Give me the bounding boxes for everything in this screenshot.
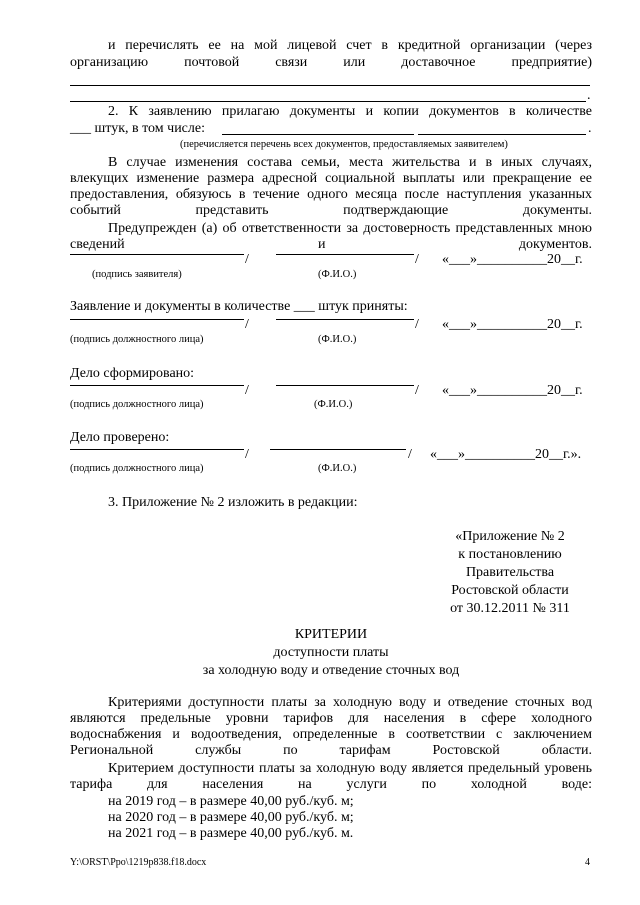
water-criterion-paragraph — [70, 761, 592, 793]
appendix-ref-line: Правительства — [465, 565, 555, 580]
appendix-ref-line: к постановлению — [458, 547, 562, 562]
sign-label: (подпись заявителя) — [92, 269, 182, 280]
tariff-item: на 2021 год – в размере 40,00 руб./куб. м. — [108, 826, 354, 841]
warned-text: Предупрежден (а) об ответственности за достоверность представленных мною сведений и документов. — [70, 221, 592, 252]
date-field: «___»__________20__г. — [442, 252, 583, 267]
intro-line-1: и перечислять ее на мой лицевой счет в кредитной организации (через — [108, 38, 592, 53]
fio-label: (Ф.И.О.) — [314, 399, 353, 410]
signature-row: / / «___»__________20__г.». — [70, 447, 594, 463]
item2-line-2: ___ штук, в том числе: — [70, 121, 205, 136]
page-subtitle: доступности платы — [273, 645, 389, 660]
date-field: «___»__________20__г. — [442, 383, 583, 398]
documents-list-line — [418, 134, 586, 135]
footer-file-path: Y:\ORST\Ppo\1219p838.f18.docx — [70, 857, 207, 868]
block-heading: Заявление и документы в количестве ___ штук приняты: — [70, 299, 408, 314]
criteria-text: Критериями доступности платы за холодную воду и отведение сточных вод являются предельные уровни тарифов для населения в сфере холодного водоснабжения и водоотведения, определенные в соответствии с заключением Региональной службы по тарифам Ростовской области. — [70, 695, 592, 758]
date-field: «___»__________20__г.». — [430, 447, 582, 462]
sign-label: (подпись должностного лица) — [70, 334, 204, 345]
page-number: 4 — [585, 857, 590, 868]
tariff-item: на 2019 год – в размере 40,00 руб./куб. м; — [108, 794, 354, 809]
obligation-text: В случае изменения состава семьи, места жительства и в иных случаях, влекущих изменение размера адресной социальной выплаты или прекращение ее предоставления, обязуюсь в течение одного месяца после наступления указанных событий представить подтверждающие документы. — [70, 155, 592, 218]
appendix-ref-line: от 30.12.2011 № 311 — [450, 601, 570, 616]
item2-line-1: 2. К заявлению прилагаю документы и копии документов в количестве — [108, 104, 592, 119]
water-criterion-text: Критерием доступности платы за холодную воду является предельный уровень тарифа для населения на услуги по холодной воде: — [70, 761, 592, 792]
blank-line — [70, 85, 590, 86]
warned-paragraph — [70, 221, 592, 253]
tariff-item: на 2020 год – в размере 40,00 руб./куб. м; — [108, 810, 354, 825]
signature-row: / / «___»__________20__г. — [70, 252, 594, 268]
page-subtitle: за холодную воду и отведение сточных вод — [202, 663, 460, 678]
block-heading: Дело проверено: — [70, 430, 170, 445]
page-title: КРИТЕРИИ — [294, 627, 368, 642]
date-field: «___»__________20__г. — [442, 317, 583, 332]
blank-line-period: . — [587, 88, 591, 103]
criteria-title-block — [70, 626, 592, 680]
sign-label: (подпись должностного лица) — [70, 399, 204, 410]
sign-label: (подпись должностного лица) — [70, 463, 204, 474]
documents-list-line — [222, 134, 414, 135]
obligation-paragraph — [70, 155, 592, 219]
fio-label: (Ф.И.О.) — [318, 269, 357, 280]
signature-row: / / «___»__________20__г. — [70, 317, 594, 333]
block-heading: Дело сформировано: — [70, 366, 195, 381]
signature-row: / / «___»__________20__г. — [70, 383, 594, 399]
fio-label: (Ф.И.О.) — [318, 334, 357, 345]
appendix-ref-line: «Приложение № 2 — [455, 529, 565, 544]
intro-line-2: организацию почтовой связи или доставочное предприятие) — [70, 55, 592, 70]
documents-list-period: . — [588, 121, 592, 136]
item2-note: (перечисляется перечень всех документов, предоставляемых заявителем) — [180, 139, 508, 150]
blank-line — [70, 101, 586, 102]
fio-label: (Ф.И.О.) — [318, 463, 357, 474]
criteria-paragraph — [70, 695, 592, 759]
appendix-ref-line: Ростовской области — [451, 583, 569, 598]
item3: 3. Приложение № 2 изложить в редакции: — [108, 495, 358, 510]
appendix-reference — [420, 528, 600, 618]
